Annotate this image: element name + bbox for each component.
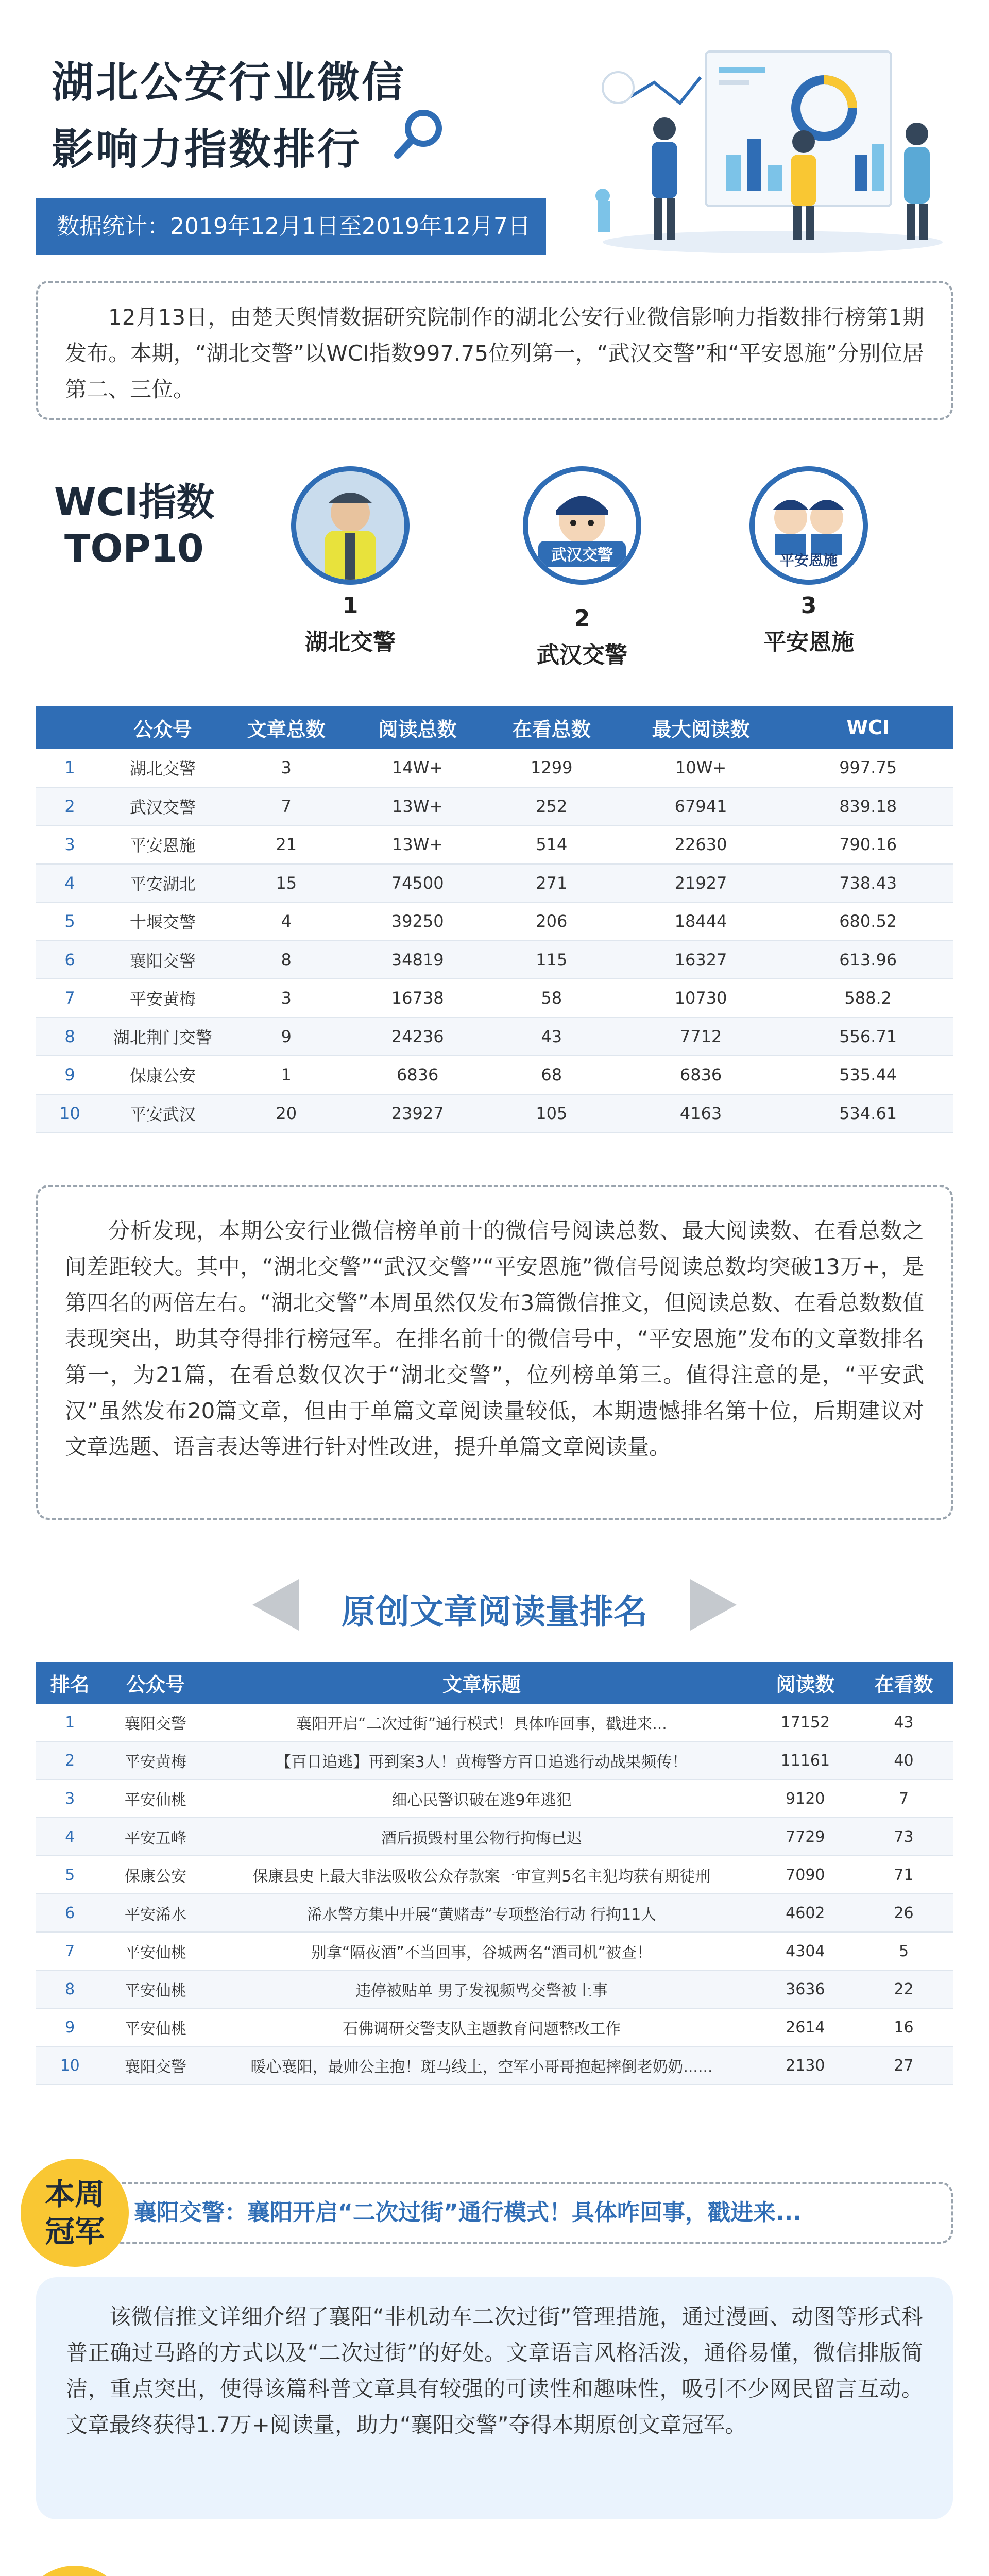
cartoon-police-icon (528, 471, 636, 580)
wci-table-cell-max-reads: 18444 (619, 902, 783, 941)
wci-table-cell-account: 平安恩施 (104, 825, 222, 864)
article-table-row (36, 1894, 953, 1932)
article-table-cell-rank: 4 (36, 1818, 104, 1856)
top10-label-line1: WCI指数 (54, 480, 215, 524)
article-table-cell-account: 平安仙桃 (104, 2008, 207, 2046)
wci-table-cell-wci: 839.18 (783, 787, 953, 826)
wci-col-likes: 在看总数 (485, 706, 619, 749)
top10-label-line2: TOP10 (64, 527, 204, 571)
article-table-cell-rank: 3 (36, 1780, 104, 1818)
article-table-cell-likes: 16 (855, 2008, 953, 2046)
article-table-cell-reads: 17152 (756, 1704, 855, 1741)
wci-table-cell-likes: 58 (485, 979, 619, 1018)
wci-table-cell-reads: 6836 (351, 1056, 485, 1094)
article-table-cell-title: 保康县史上最大非法吸收公众存款案一审宣判5名主犯均获有期徒刑 (207, 1856, 756, 1894)
article-col-title: 文章标题 (207, 1662, 756, 1704)
wci-table-cell-rank: 5 (36, 902, 104, 941)
intro-box (36, 281, 953, 420)
wci-table-cell-wci: 613.96 (783, 941, 953, 979)
wci-table-row (36, 864, 953, 903)
avatar-rank-1 (291, 466, 410, 585)
wci-table-cell-reads: 13W+ (351, 787, 485, 826)
wci-table-cell-max-reads: 21927 (619, 864, 783, 903)
wci-table-row (36, 825, 953, 864)
left-triangle-arrow (247, 1577, 304, 1633)
wci-table-cell-account: 平安黄梅 (104, 979, 222, 1018)
wci-table-cell-account: 保康公安 (104, 1056, 222, 1094)
wci-table-cell-max-reads: 67941 (619, 787, 783, 826)
article-table-row (36, 1704, 953, 1741)
article-table-cell-likes: 71 (855, 1856, 953, 1894)
wci-table-cell-articles: 20 (222, 1094, 351, 1133)
article-col-rank: 排名 (36, 1662, 104, 1704)
article-table-cell-title: 石佛调研交警支队主题教育问题整改工作 (207, 2008, 756, 2046)
wci-col-max-reads: 最大阅读数 (619, 706, 783, 749)
wci-table-cell-likes: 43 (485, 1018, 619, 1056)
wci-table-cell-articles: 9 (222, 1018, 351, 1056)
wci-table-cell-max-reads: 7712 (619, 1018, 783, 1056)
wci-table-cell-articles: 21 (222, 825, 351, 864)
article-table-cell-account: 平安浠水 (104, 1894, 207, 1932)
article-table-cell-title: 细心民警识破在逃9年逃犯 (207, 1780, 756, 1818)
cartoon-police-pair-icon (755, 471, 863, 580)
podium-rank-3: 3 (800, 592, 817, 619)
top10-label (54, 479, 214, 572)
wci-table-cell-max-reads: 10W+ (619, 749, 783, 787)
article-table-row (36, 1932, 953, 1970)
wci-table-cell-max-reads: 16327 (619, 941, 783, 979)
wci-table-cell-likes: 206 (485, 902, 619, 941)
wci-table-row (36, 1018, 953, 1056)
article-table-header (36, 1662, 953, 1704)
article-table-cell-title: 违停被贴单 男子发视频骂交警被上事 (207, 1970, 756, 2008)
article-table-cell-title: 暖心襄阳，最帅公主抱！斑马线上，空军小哥哥抱起摔倒老奶奶...... (207, 2046, 756, 2084)
article-table-cell-account: 平安五峰 (104, 1818, 207, 1856)
original-section-title: 原创文章阅读量排名 (342, 1592, 647, 1632)
page-title-line2: 影响力指数排行 (52, 125, 362, 174)
article-table-cell-account: 平安仙桃 (104, 1780, 207, 1818)
wci-table-cell-reads: 24236 (351, 1018, 485, 1056)
wci-table-row (36, 979, 953, 1018)
right-triangle-arrow (685, 1577, 742, 1633)
champion-badge-line1: 本周 (44, 2177, 105, 2212)
champion-headline[interactable]: 襄阳交警：襄阳开启“二次过街”通行模式！具体咋回事，戳进来... (134, 2199, 802, 2226)
wci-table-cell-likes: 68 (485, 1056, 619, 1094)
article-table-cell-account: 襄阳交警 (104, 2046, 207, 2084)
wci-table-cell-reads: 34819 (351, 941, 485, 979)
champion-badge-line2: 冠军 (44, 2214, 105, 2249)
article-table-cell-reads: 3636 (756, 1970, 855, 2008)
analysis-text: 分析发现，本期公安行业微信榜单前十的微信号阅读总数、最大阅读数、在看总数之间差距较大。其中，“湖北交警”“武汉交警”“平安恩施”微信号阅读总数均突破13万+，是第四名的两倍左右。“湖北交警”本周虽然仅发布3篇微信推文，但阅读总数、在看总数数值表现突出，助其夺得排行榜冠军。在排名前十的微信号中，“平安恩施”发布的文章数排名第一，为21篇，在看总数仅次于“湖北交警”，位列榜单第三。值得注意的是，“平安武汉”虽然发布20篇文章，但由于单篇文章阅读量较低，本期遗憾排名第十位，后期建议对文章选题、语言表达等进行针对性改进，提升单篇文章阅读量。 (65, 1218, 924, 1460)
article-table-row (36, 2008, 953, 2046)
wci-table-cell-wci: 556.71 (783, 1018, 953, 1056)
wci-table-cell-rank: 3 (36, 825, 104, 864)
podium-name-2: 武汉交警 (537, 642, 627, 668)
wci-table-cell-account: 十堰交警 (104, 902, 222, 941)
article-table-cell-title: 襄阳开启“二次过街”通行模式！具体咋回事，戳进来... (207, 1704, 756, 1741)
champion-badge (21, 2159, 129, 2267)
article-table-cell-reads: 2614 (756, 2008, 855, 2046)
wci-table-cell-articles: 4 (222, 902, 351, 941)
wci-table-cell-max-reads: 22630 (619, 825, 783, 864)
article-table-cell-likes: 22 (855, 1970, 953, 2008)
article-table-cell-likes: 73 (855, 1818, 953, 1856)
wci-table-cell-articles: 3 (222, 979, 351, 1018)
article-table-cell-likes: 40 (855, 1741, 953, 1780)
article-table-cell-likes: 5 (855, 1932, 953, 1970)
wci-table-cell-max-reads: 6836 (619, 1056, 783, 1094)
avatar-rank-2 (523, 466, 641, 585)
wci-table-cell-wci: 738.43 (783, 864, 953, 903)
wci-table-cell-wci: 680.52 (783, 902, 953, 941)
article-table-cell-reads: 11161 (756, 1741, 855, 1780)
article-table-cell-reads: 7729 (756, 1818, 855, 1856)
wci-table-cell-max-reads: 4163 (619, 1094, 783, 1133)
wci-table-cell-reads: 13W+ (351, 825, 485, 864)
wci-table-cell-wci: 534.61 (783, 1094, 953, 1133)
article-table-cell-reads: 4304 (756, 1932, 855, 1970)
wci-col-articles: 文章总数 (222, 706, 351, 749)
wci-table-cell-reads: 14W+ (351, 749, 485, 787)
article-table-cell-rank: 1 (36, 1704, 104, 1741)
wci-table-cell-rank: 2 (36, 787, 104, 826)
wci-table-cell-rank: 1 (36, 749, 104, 787)
article-table-cell-rank: 9 (36, 2008, 104, 2046)
wci-table-cell-max-reads: 10730 (619, 979, 783, 1018)
analytics-illustration (587, 31, 958, 258)
article-table-cell-rank: 8 (36, 1970, 104, 2008)
wci-table-cell-articles: 1 (222, 1056, 351, 1094)
wci-table-cell-account: 平安武汉 (104, 1094, 222, 1133)
date-range-bar: 数据统计：2019年12月1日至2019年12月7日 (36, 198, 546, 255)
wci-table-row (36, 1094, 953, 1133)
wci-table-row (36, 787, 953, 826)
intro-text: 12月13日，由楚天舆情数据研究院制作的湖北公安行业微信影响力指数排行榜第1期发布。本期，“湖北交警”以WCI指数997.75位列第一，“武汉交警”和“平安恩施”分别位居第二、三位。 (65, 304, 924, 402)
article-table-cell-account: 平安黄梅 (104, 1741, 207, 1780)
article-col-likes: 在看数 (855, 1662, 953, 1704)
article-col-account: 公众号 (104, 1662, 207, 1704)
article-ranking-table (36, 1662, 953, 2085)
article-table-cell-title: 【百日追逃】再到案3人！黄梅警方百日追逃行动战果频传！ (207, 1741, 756, 1780)
article-table-cell-reads: 9120 (756, 1780, 855, 1818)
wci-table-cell-articles: 7 (222, 787, 351, 826)
wci-table-cell-likes: 105 (485, 1094, 619, 1133)
magnifier-icon (391, 106, 448, 162)
article-table-cell-rank: 10 (36, 2046, 104, 2084)
article-table-row (36, 1856, 953, 1894)
article-table-cell-rank: 7 (36, 1932, 104, 1970)
wci-table-cell-articles: 3 (222, 749, 351, 787)
wci-table-cell-reads: 16738 (351, 979, 485, 1018)
article-table-cell-title: 浠水警方集中开展“黄赌毒”专项整治行动 行拘11人 (207, 1894, 756, 1932)
wci-table-cell-account: 湖北荆门交警 (104, 1018, 222, 1056)
article-table-cell-reads: 4602 (756, 1894, 855, 1932)
article-table-cell-likes: 27 (855, 2046, 953, 2084)
wci-table-cell-rank: 4 (36, 864, 104, 903)
article-table-cell-reads: 2130 (756, 2046, 855, 2084)
page-title-line1: 湖北公安行业微信 (52, 58, 406, 107)
podium-name-3: 平安恩施 (763, 629, 854, 655)
article-table-row (36, 1970, 953, 2008)
wci-table-cell-account: 襄阳交警 (104, 941, 222, 979)
wci-table-cell-articles: 15 (222, 864, 351, 903)
wci-table-cell-wci: 790.16 (783, 825, 953, 864)
wci-col-wci: WCI (783, 706, 953, 749)
featured-badge (21, 2566, 129, 2576)
podium-name-1: 湖北交警 (305, 629, 396, 655)
article-table-cell-rank: 5 (36, 1856, 104, 1894)
wci-table-cell-reads: 39250 (351, 902, 485, 941)
wci-table-cell-rank: 6 (36, 941, 104, 979)
champion-description-box (36, 2277, 953, 2519)
article-table-cell-likes: 7 (855, 1780, 953, 1818)
wci-table-row (36, 941, 953, 979)
article-table-cell-title: 别拿“隔夜酒”不当回事，谷城两名“酒司机”被查！ (207, 1932, 756, 1970)
article-table-row (36, 1741, 953, 1780)
wci-table-cell-rank: 10 (36, 1094, 104, 1133)
wci-table-cell-rank: 7 (36, 979, 104, 1018)
logo-text-2: 武汉交警 (551, 546, 613, 564)
analysis-box (36, 1185, 953, 1520)
wci-col-reads: 阅读总数 (351, 706, 485, 749)
wci-ranking-table (36, 706, 953, 1133)
wci-table-row (36, 749, 953, 787)
wci-col-account: 公众号 (104, 706, 222, 749)
wci-table-cell-account: 湖北交警 (104, 749, 222, 787)
wci-table-cell-rank: 9 (36, 1056, 104, 1094)
article-table-cell-account: 平安仙桃 (104, 1970, 207, 2008)
podium-rank-2: 2 (574, 605, 590, 632)
article-table-cell-account: 平安仙桃 (104, 1932, 207, 1970)
logo-text-3: 平安恩施 (779, 552, 838, 569)
wci-table-cell-articles: 8 (222, 941, 351, 979)
article-table-cell-rank: 2 (36, 1741, 104, 1780)
wci-table-cell-reads: 74500 (351, 864, 485, 903)
wci-table-cell-account: 武汉交警 (104, 787, 222, 826)
wci-table-header (36, 706, 953, 749)
wci-table-cell-likes: 514 (485, 825, 619, 864)
wci-table-cell-rank: 8 (36, 1018, 104, 1056)
wci-table-row (36, 1056, 953, 1094)
article-table-row (36, 1818, 953, 1856)
article-table-cell-rank: 6 (36, 1894, 104, 1932)
wci-table-cell-wci: 535.44 (783, 1056, 953, 1094)
champion-text: 该微信推文详细介绍了襄阳“非机动车二次过街”管理措施，通过漫画、动图等形式科普正确过马路的方式以及“二次过街”的好处。文章语言风格活泼，通俗易懂，微信排版简洁，重点突出，使得该篇科普文章具有较强的可读性和趣味性，吸引不少网民留言互动。文章最终获得1.7万+阅读量，助力“襄阳交警”夺得本期原创文章冠军。 (66, 2304, 923, 2437)
wci-table-row (36, 902, 953, 941)
wci-table-cell-likes: 252 (485, 787, 619, 826)
wci-table-cell-reads: 23927 (351, 1094, 485, 1133)
article-table-row (36, 2046, 953, 2084)
wci-table-cell-account: 平安湖北 (104, 864, 222, 903)
wci-table-cell-likes: 115 (485, 941, 619, 979)
wci-table-cell-wci: 588.2 (783, 979, 953, 1018)
podium-rank-1: 1 (342, 592, 359, 619)
article-table-cell-likes: 43 (855, 1704, 953, 1741)
avatar-rank-3 (749, 466, 868, 585)
article-table-cell-account: 襄阳交警 (104, 1704, 207, 1741)
article-table-cell-title: 酒后损毁村里公物行拘悔已迟 (207, 1818, 756, 1856)
champion-headline-box (103, 2182, 953, 2244)
wci-table-cell-wci: 997.75 (783, 749, 953, 787)
article-table-cell-reads: 7090 (756, 1856, 855, 1894)
article-table-row (36, 1780, 953, 1818)
wci-table-cell-likes: 271 (485, 864, 619, 903)
wci-table-cell-likes: 1299 (485, 749, 619, 787)
article-table-cell-account: 保康公安 (104, 1856, 207, 1894)
article-table-cell-likes: 26 (855, 1894, 953, 1932)
wci-col-rank (36, 706, 104, 749)
article-col-reads: 阅读数 (756, 1662, 855, 1704)
police-officer-icon (296, 471, 404, 580)
